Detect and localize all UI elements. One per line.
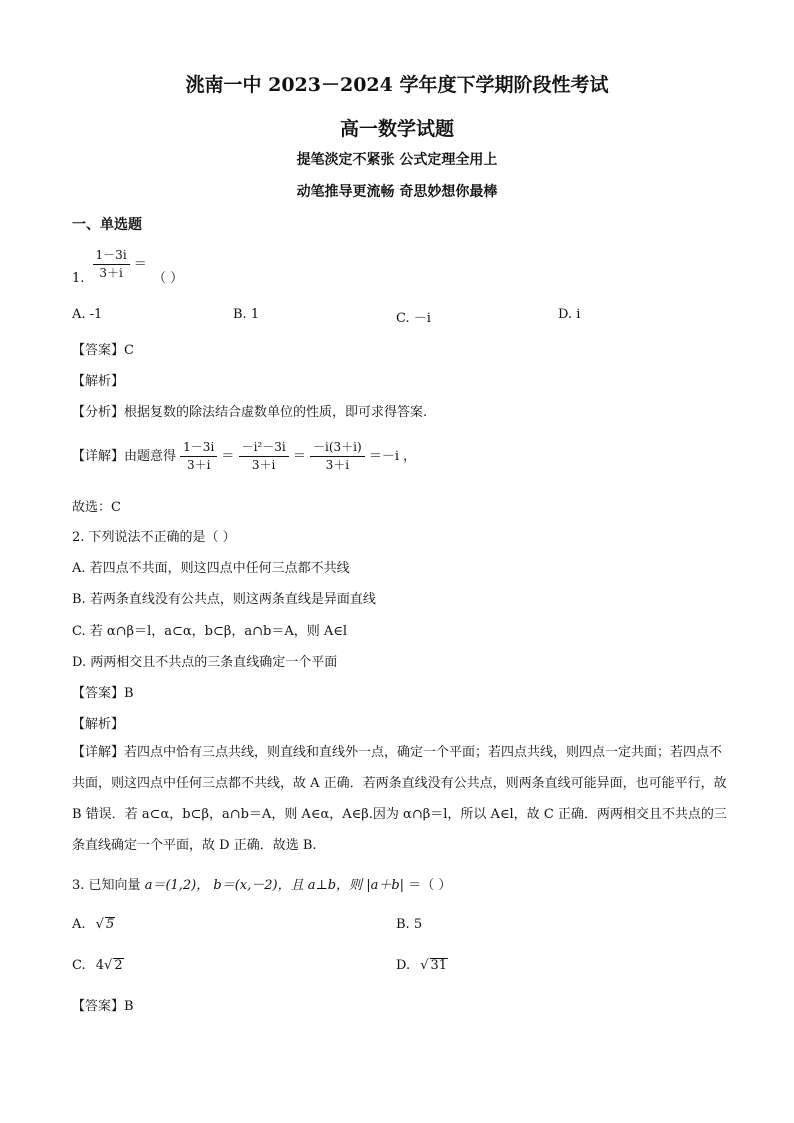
q3-option-b: B. 5 <box>396 917 423 932</box>
q3-opt-c-coef: 4 <box>95 958 105 973</box>
q1-fenxi <box>72 401 427 420</box>
answer-label: 【答案】 <box>72 999 125 1014</box>
q3-opt-d-label: D. <box>396 958 411 973</box>
sqrt-sign: √ <box>420 958 429 973</box>
q1-option-a: A. -1 <box>72 307 103 322</box>
q1-answer-value: C <box>124 343 134 358</box>
q2-answer-value: B <box>124 686 134 701</box>
motto-line-2: 动笔推导更流畅 奇思妙想你最棒 <box>296 184 498 200</box>
q3-opt-d-value: 31 <box>430 958 448 973</box>
q3-option-a <box>72 917 115 932</box>
q1-detail-tail: ＝－i ， <box>368 449 417 464</box>
q1-option-d: D. i <box>558 307 581 322</box>
q3-opt-c-value: 2 <box>114 958 123 973</box>
q2-answer <box>72 682 134 701</box>
q2-option-b: B. 若两条直线没有公共点，则这两条直线是异面直线 <box>72 592 376 607</box>
q1-option-b: B. 1 <box>233 307 260 322</box>
q1-fraction <box>93 248 130 281</box>
q1-frac-num: 1－3i <box>93 248 130 265</box>
exam-title: 洮南一中 2023－2024 学年度下学期阶段性考试 <box>185 74 609 96</box>
answer-label: 【答案】 <box>72 686 125 701</box>
sqrt-sign: √ <box>104 958 113 973</box>
q1-detail-prefix: 由题意得 <box>124 449 177 464</box>
q3-number: 3. 已知向量 <box>72 878 141 893</box>
q3-answer <box>72 995 134 1014</box>
q1-detail-frac-1 <box>180 440 217 473</box>
q1-d-f3-num: －i(3＋i) <box>310 440 365 457</box>
q2-option-d: D. 两两相交且不共点的三条直线确定一个平面 <box>72 655 338 670</box>
q1-stem <box>72 248 184 286</box>
q1-d-f1-num: 1－3i <box>180 440 217 457</box>
q2-option-c: C. 若 α∩β＝l，a⊂α，b⊂β，a∩b＝A，则 A∈l <box>72 624 348 639</box>
detail-label: 【详解】 <box>72 745 125 760</box>
q3-eq-paren: ＝（ ） <box>408 878 452 893</box>
q1-d-f3-den: 3＋i <box>325 458 350 472</box>
q1-number: 1. <box>72 271 85 286</box>
q2-jiexi-label: 【解析】 <box>72 717 125 732</box>
section-heading: 一、单选题 <box>72 217 142 233</box>
q1-frac-den: 3＋i <box>99 266 123 280</box>
q3-option-d <box>396 958 448 973</box>
fenxi-label: 【分析】 <box>72 405 125 420</box>
q1-d-f2-num: －i²－3i <box>239 440 289 457</box>
sqrt-sign: √ <box>95 917 104 932</box>
q3-stem <box>72 874 451 893</box>
eq-sign: ＝ <box>292 449 306 464</box>
q2-stem: 2. 下列说法不正确的是（ ） <box>72 530 236 545</box>
q1-eq: ＝ <box>133 257 147 272</box>
q1-fenxi-text: 根据复数的除法结合虚数单位的性质，即可求得答案. <box>124 405 428 420</box>
q1-jiexi-label: 【解析】 <box>72 374 125 389</box>
q1-detail <box>72 440 416 473</box>
q3-opt-a-value: 5 <box>105 917 115 932</box>
motto-line-1: 提笔淡定不紧张 公式定理全用上 <box>296 152 498 168</box>
q1-d-f2-den: 3＋i <box>251 458 276 472</box>
q2-option-a: A. 若四点不共面，则这四点中任何三点都不共线 <box>72 561 350 576</box>
q3-option-c <box>72 958 124 973</box>
q1-answer <box>72 339 134 358</box>
q1-choose: 故选：C <box>72 500 121 515</box>
q3-opt-c-label: C. <box>72 958 86 973</box>
q3-perp: a⊥b，则 <box>307 878 363 893</box>
q1-detail-frac-3 <box>310 440 365 473</box>
q3-vector-a: a＝(1,2)， <box>144 878 210 893</box>
q2-detail-text: 若四点中恰有三点共线，则直线和直线外一点，确定一个平面；若四点共线，则四点一定共面；若四点不共面，则这四点中任何三点都不共线，故 A 正确．若两条直线没有公共点，则两条直线可能异面，也可能平行，故 B 错误．若 a⊂α，b⊂β，a∩b＝A，则 A∈α，A∈β.因为 α∩β＝l，所以 A∈l，故 C 正确．两两相交且不共点的三条直线确定一个平面，故 D 正确．故选 B. <box>72 745 727 853</box>
exam-subtitle: 高一数学试题 <box>339 118 454 140</box>
q1-d-f1-den: 3＋i <box>186 458 211 472</box>
q3-vector-b: b＝(x,－2)，且 <box>213 878 304 893</box>
answer-label: 【答案】 <box>72 343 125 358</box>
q3-norm: |a＋b| <box>366 878 405 893</box>
q1-detail-frac-2 <box>239 440 289 473</box>
detail-label: 【详解】 <box>72 449 125 464</box>
q1-paren: （ ） <box>152 271 184 286</box>
q2-detail <box>72 737 732 861</box>
q1-option-c: C. －i <box>396 311 431 326</box>
eq-sign: ＝ <box>221 449 235 464</box>
q3-opt-a-label: A. <box>72 917 86 932</box>
q3-answer-value: B <box>124 999 134 1014</box>
